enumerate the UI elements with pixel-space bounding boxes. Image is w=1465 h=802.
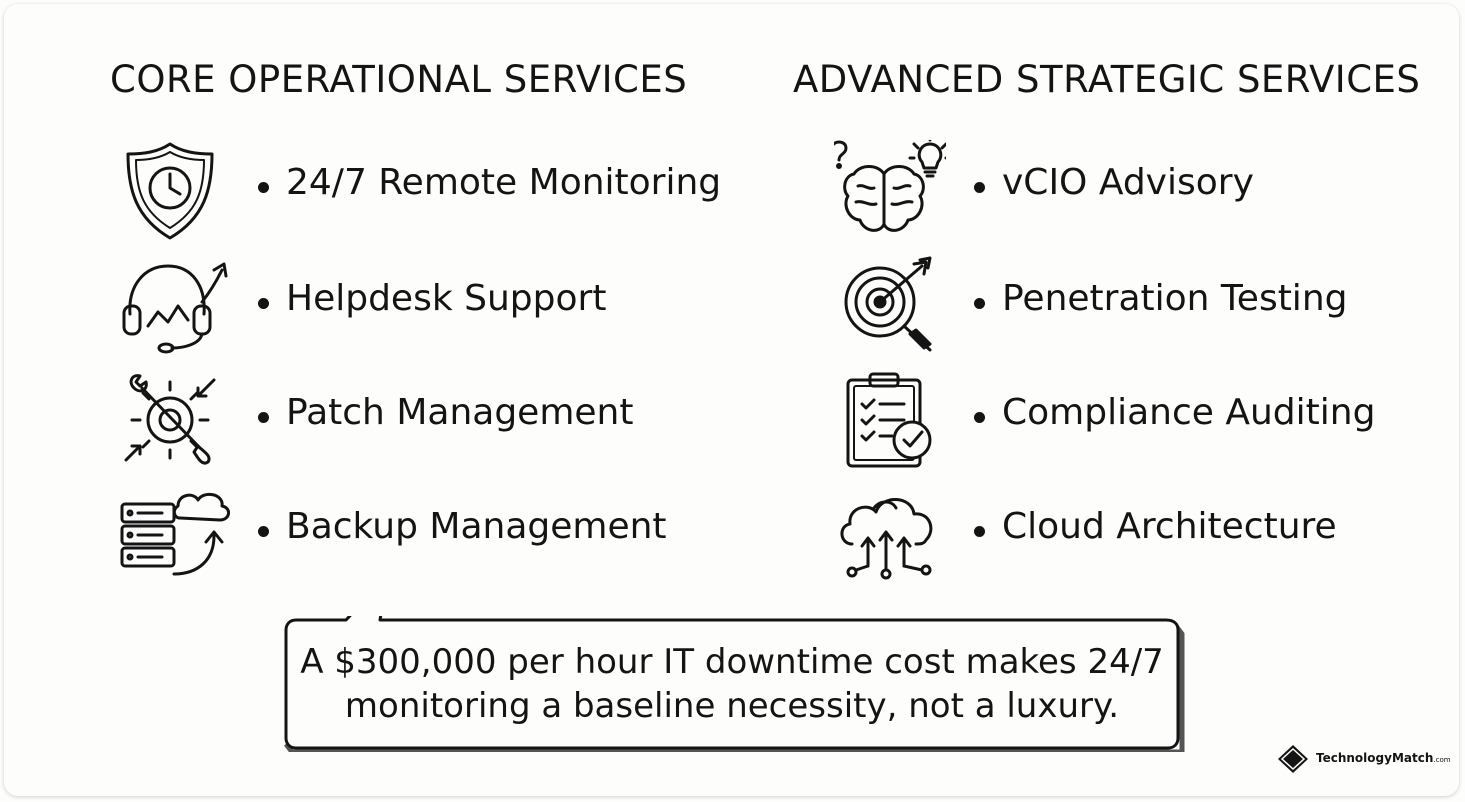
core-item-patch bbox=[118, 370, 738, 470]
core-item-label: 24/7 Remote Monitoring bbox=[286, 162, 722, 203]
core-item-label: Backup Management bbox=[286, 506, 667, 547]
advanced-services-title: ADVANCED STRATEGIC SERVICES bbox=[793, 58, 1421, 101]
core-services-title: CORE OPERATIONAL SERVICES bbox=[110, 58, 688, 101]
brain-lightbulb-icon bbox=[834, 140, 946, 240]
advanced-item-label: vCIO Advisory bbox=[1002, 162, 1254, 203]
bullet bbox=[258, 182, 269, 193]
bullet bbox=[974, 526, 985, 537]
core-item-label: Helpdesk Support bbox=[286, 278, 607, 319]
target-magnifier-icon bbox=[834, 256, 946, 356]
callout-line-2: monitoring a baseline necessity, not a luxury. bbox=[344, 686, 1120, 726]
core-item-helpdesk bbox=[118, 256, 738, 356]
bullet bbox=[258, 526, 269, 537]
callout-bubble bbox=[276, 616, 1188, 752]
core-item-backup bbox=[118, 484, 738, 584]
advanced-item-label: Cloud Architecture bbox=[1002, 506, 1337, 547]
server-cloud-icon bbox=[118, 484, 230, 584]
wrench-gear-icon bbox=[118, 370, 230, 470]
bullet bbox=[974, 412, 985, 423]
diamond-logo-icon bbox=[1276, 744, 1310, 774]
bullet bbox=[258, 412, 269, 423]
advanced-item-label: Penetration Testing bbox=[1002, 278, 1348, 319]
callout-line-1: A $300,000 per hour IT downtime cost makes 24/7 bbox=[300, 642, 1164, 682]
advanced-item-compliance bbox=[834, 370, 1394, 470]
advanced-item-pentest bbox=[834, 256, 1394, 356]
callout-text bbox=[296, 640, 1168, 728]
bullet bbox=[974, 298, 985, 309]
core-item-remote-monitoring bbox=[118, 140, 738, 240]
advanced-item-cloud bbox=[834, 484, 1394, 584]
brand-name bbox=[1316, 751, 1451, 765]
brand-suffix: .com bbox=[1433, 756, 1451, 764]
core-item-label: Patch Management bbox=[286, 392, 634, 433]
bullet bbox=[258, 298, 269, 309]
clipboard-check-icon bbox=[834, 370, 946, 470]
cloud-network-icon bbox=[834, 484, 946, 584]
headset-icon bbox=[118, 256, 230, 356]
bullet bbox=[974, 182, 985, 193]
shield-clock-icon bbox=[118, 140, 230, 240]
advanced-item-label: Compliance Auditing bbox=[1002, 392, 1376, 433]
advanced-item-vcio bbox=[834, 140, 1394, 240]
brand-name-text: TechnologyMatch bbox=[1316, 751, 1434, 765]
